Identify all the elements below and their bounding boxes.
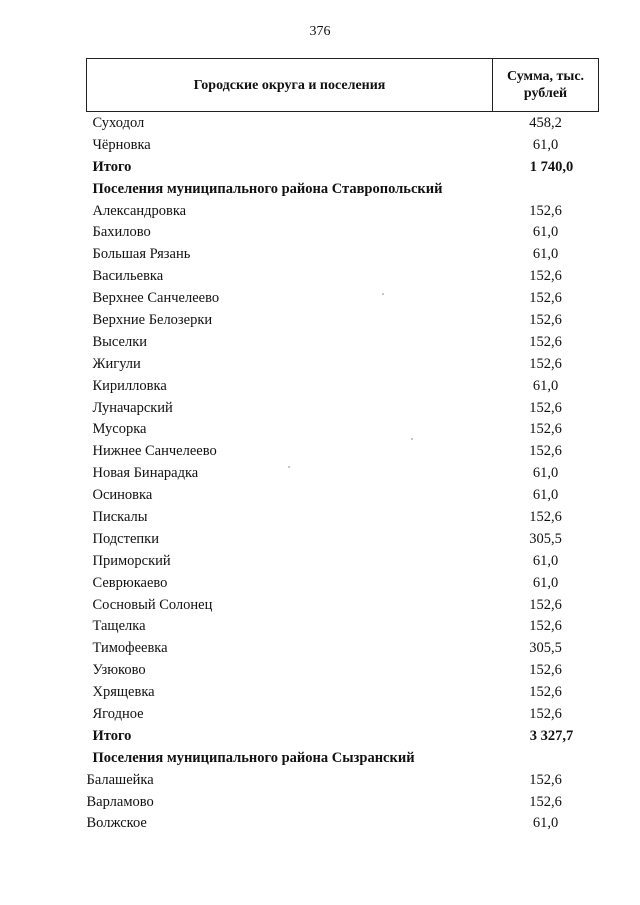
table-row	[87, 440, 599, 462]
table-row	[87, 615, 599, 637]
amount-value: 152,6	[529, 268, 562, 285]
settlement-name: Сосновый Солонец	[92, 596, 213, 613]
total-row	[87, 156, 599, 178]
amount-value: 61,0	[532, 136, 559, 153]
amount-value: 61,0	[532, 465, 559, 482]
scan-speck	[288, 466, 290, 468]
table-row	[87, 769, 599, 791]
settlement-name: Пискалы	[92, 508, 148, 525]
table-row	[87, 309, 599, 331]
settlement-name: Луначарский	[92, 399, 173, 416]
settlement-name: Александровка	[92, 202, 187, 219]
table-body	[87, 112, 599, 835]
column-header-name: Городские округа и поселения	[87, 59, 493, 112]
table-row	[87, 134, 599, 156]
settlement-name: Жигули	[92, 355, 141, 372]
settlement-name: Кирилловка	[92, 377, 167, 394]
table-row	[87, 506, 599, 528]
amount-value: 152,6	[529, 618, 562, 635]
amount-value: 1 740,0	[529, 158, 574, 175]
table-row	[87, 375, 599, 397]
amount-value: 152,6	[529, 508, 562, 525]
amount-value: 305,5	[529, 640, 562, 657]
amount-value: 61,0	[532, 487, 559, 504]
amount-value: 3 327,7	[529, 727, 574, 744]
settlement-name: Тимофеевка	[92, 640, 168, 657]
table-row	[87, 681, 599, 703]
settlement-name: Узюково	[92, 662, 146, 679]
amount-value: 61,0	[532, 377, 559, 394]
settlement-name: Итого	[92, 727, 132, 744]
table-row	[87, 418, 599, 440]
amount-value: 152,6	[529, 662, 562, 679]
table-row	[87, 353, 599, 375]
amount-value: 152,6	[529, 202, 562, 219]
table-row	[87, 484, 599, 506]
settlement-name: Итого	[92, 158, 132, 175]
settlement-name: Севрюкаево	[92, 574, 168, 591]
amount-value: 152,6	[529, 333, 562, 350]
scan-speck	[411, 438, 413, 440]
amount-value: 152,6	[529, 771, 562, 788]
amount-value: 152,6	[529, 705, 562, 722]
settlement-name: Выселки	[92, 333, 148, 350]
table-row	[87, 287, 599, 309]
settlement-name: Суходол	[92, 114, 145, 131]
settlement-name: Тащелка	[92, 618, 146, 635]
amount-value: 305,5	[529, 530, 562, 547]
amount-value: 152,6	[529, 421, 562, 438]
amount-value: 458,2	[529, 114, 562, 131]
settlement-name: Варламово	[86, 793, 154, 810]
settlement-name: Нижнее Санчелеево	[92, 443, 217, 460]
settlement-name: Верхние Белозерки	[92, 311, 213, 328]
table-row	[87, 594, 599, 616]
group-header-row	[87, 178, 599, 200]
settlement-name: Хрящевка	[92, 684, 155, 701]
settlement-name: Поселения муниципального района Ставропольский	[92, 180, 443, 197]
table-row	[87, 572, 599, 594]
amount-value: 61,0	[532, 552, 559, 569]
settlement-name: Верхнее Санчелеево	[92, 290, 220, 307]
amount-value: 152,6	[529, 596, 562, 613]
column-header-sum: Сумма, тыс. рублей	[493, 59, 599, 112]
amount-value: 152,6	[529, 290, 562, 307]
table-row	[87, 659, 599, 681]
settlement-name: Ягодное	[92, 705, 144, 722]
settlement-name: Осиновка	[92, 487, 153, 504]
amount-value: 152,6	[529, 311, 562, 328]
table-row	[87, 462, 599, 484]
settlement-name: Мусорка	[92, 421, 147, 438]
table-row	[87, 528, 599, 550]
settlement-name: Бахилово	[92, 224, 151, 241]
amount-value: 152,6	[529, 355, 562, 372]
table-row	[87, 221, 599, 243]
table-row	[87, 112, 599, 134]
amount-value: 61,0	[532, 224, 559, 241]
total-row	[87, 725, 599, 747]
amount-value: 61,0	[532, 246, 559, 263]
table-row	[87, 703, 599, 725]
page-number: 376	[309, 24, 331, 39]
settlement-name: Чёрновка	[92, 136, 151, 153]
settlements-table	[86, 58, 599, 834]
amount-value: 152,6	[529, 399, 562, 416]
settlement-name: Волжское	[86, 815, 147, 832]
amount-value: 152,6	[529, 443, 562, 460]
settlement-name: Подстепки	[92, 530, 159, 547]
table-row	[87, 791, 599, 813]
table-row	[87, 813, 599, 835]
table-row	[87, 243, 599, 265]
table-row	[87, 397, 599, 419]
amount-value: 61,0	[532, 574, 559, 591]
settlement-name: Васильевка	[92, 268, 164, 285]
table-header-row	[87, 59, 599, 112]
table-row	[87, 637, 599, 659]
settlement-name: Новая Бинарадка	[92, 465, 199, 482]
settlement-name: Большая Рязань	[92, 246, 191, 263]
table-row	[87, 200, 599, 222]
settlement-name: Поселения муниципального района Сызранский	[92, 749, 415, 766]
amount-value: 152,6	[529, 684, 562, 701]
table-row	[87, 265, 599, 287]
settlement-name: Приморский	[92, 552, 171, 569]
amount-value: 152,6	[529, 793, 562, 810]
table-row	[87, 331, 599, 353]
amount-value: 61,0	[532, 815, 559, 832]
group-header-row	[87, 747, 599, 769]
settlement-name: Балашейка	[86, 771, 154, 788]
table-row	[87, 550, 599, 572]
scan-speck	[382, 293, 384, 295]
